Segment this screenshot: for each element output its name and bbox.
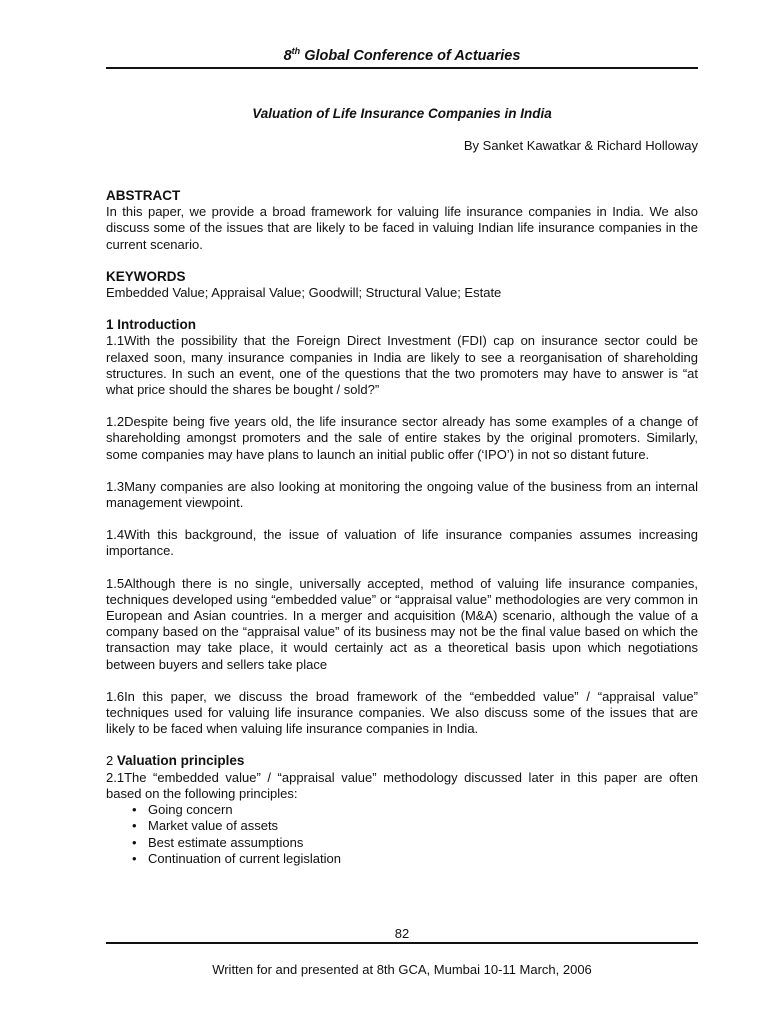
list-item: • Best estimate assumptions: [132, 834, 304, 850]
conference-name: Global Conference of Actuaries: [300, 47, 521, 64]
section-2-heading: [106, 753, 698, 769]
bullet-icon: •: [132, 834, 137, 850]
authors-line: By Sanket Kawatkar & Richard Holloway: [463, 138, 698, 153]
abstract-text: In this paper, we provide a broad framework for valuing life insurance companies in India. We also discuss some of the issues that are likely to be faced in valuing Indian life insurance companies in the current scenario.: [106, 204, 698, 252]
conference-number-suffix: th: [291, 46, 301, 56]
conference-header: [106, 46, 698, 64]
abstract-heading: ABSTRACT: [106, 188, 181, 203]
paragraph-1-4: 1.4With this background, the issue of valuation of life insurance companies assumes increasing importance.: [106, 527, 698, 559]
paragraph-2-1: 2.1The “embedded value” / “appraisal value” methodology discussed later in this paper are often based on the following principles:: [106, 769, 698, 801]
section-1-heading: 1 Introduction: [106, 317, 196, 333]
header-rule: [106, 67, 698, 69]
footer-rule: [106, 942, 698, 944]
principles-list: [106, 802, 698, 867]
section-2-title: Valuation principles: [116, 753, 245, 769]
list-item: • Market value of assets: [132, 818, 279, 834]
paragraph-1-5: 1.5Although there is no single, universally accepted, method of valuing life insurance companies, techniques developed using “embedded value” or “appraisal value” methodologies are very common in European and Asian countries. In a merger and acquisition (M&A) scenario, although the value of a company based on the “appraisal value” of its business may not be the final value based on which the transaction may take place, it would certainly act as a theoretical basis upon which negotiations between buyers and sellers take place: [106, 575, 698, 672]
paragraph-1-1: 1.1With the possibility that the Foreign Direct Investment (FDI) cap on insurance sector could be relaxed soon, many insurance companies in India are likely to see a reorganisation of shareholding structures. In such an event, one of the questions that the two promoters may have to answer is “at what price should the shares be bought / sold?”: [106, 333, 698, 398]
document-body: [106, 188, 698, 867]
list-item: • Going concern: [132, 802, 233, 818]
list-item: • Continuation of current legislation: [132, 850, 341, 866]
bullet-icon: •: [132, 818, 137, 834]
paragraph-1-6: 1.6In this paper, we discuss the broad framework of the “embedded value” / “appraisal value” techniques used for valuing life insurance companies. We also discuss some of the issues that are likely to be faced when valuing life insurance companies in India.: [106, 688, 698, 737]
section-2-number: 2: [106, 753, 117, 769]
paper-title: Valuation of Life Insurance Companies in India: [252, 106, 552, 121]
conference-number: 8: [283, 47, 292, 64]
keywords-text: Embedded Value; Appraisal Value; Goodwill; Structural Value; Estate: [106, 285, 502, 301]
paragraph-1-2: 1.2Despite being five years old, the life insurance sector already has some examples of a change of shareholding amongst promoters and the sale of entire stakes by the original promoters. Similarly, some companies may have plans to launch an initial public offer (‘IPO’) in not so distant future.: [106, 414, 698, 462]
keywords-heading: KEYWORDS: [106, 268, 186, 284]
bullet-icon: •: [132, 850, 137, 866]
footer-text: Written for and presented at 8th GCA, Mumbai 10-11 March, 2006: [212, 962, 592, 977]
page-number: 82: [394, 926, 410, 941]
paragraph-1-3: 1.3Many companies are also looking at monitoring the ongoing value of the business from an internal management viewpoint.: [106, 478, 698, 511]
bullet-icon: •: [132, 802, 137, 818]
